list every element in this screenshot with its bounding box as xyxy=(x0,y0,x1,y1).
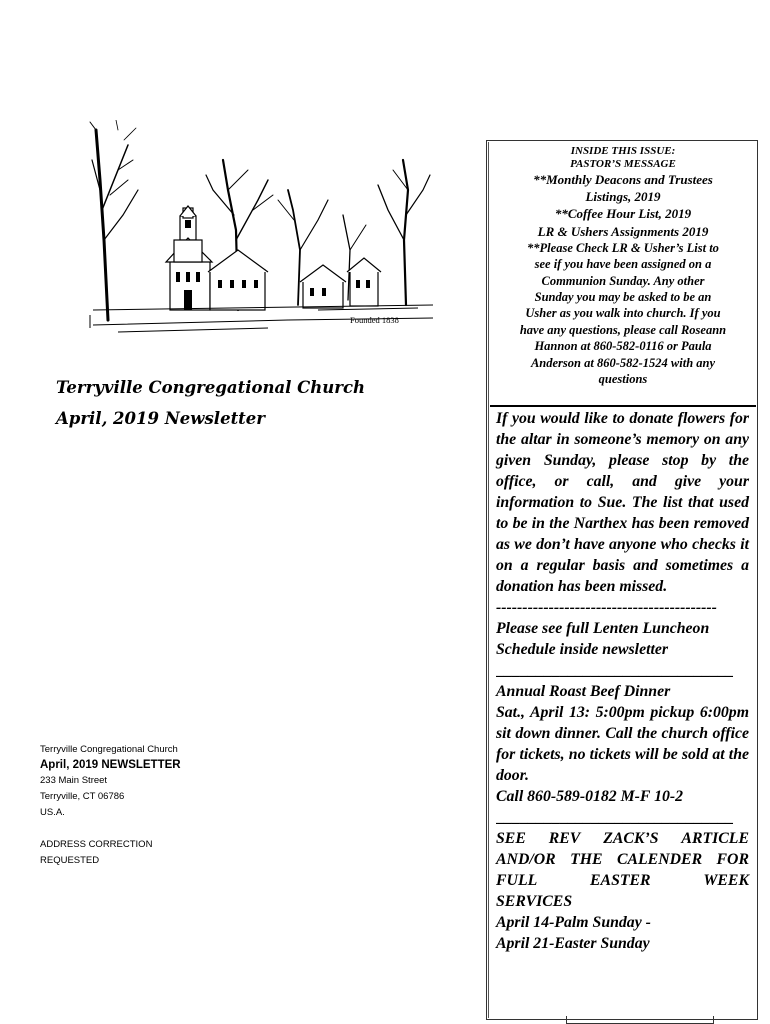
ushers-item: LR & Ushers Assignments 2019 xyxy=(537,223,709,239)
easter-sunday: April 21-Easter Sunday xyxy=(496,935,650,952)
usher-note-line: Usher as you walk into church. If you xyxy=(525,306,721,321)
newsletter-title: April, 2019 Newsletter xyxy=(56,409,265,428)
usher-note-line: see if you have been assigned on a xyxy=(534,257,712,272)
lenten-notice: Please see full Lenten Luncheon Schedule inside newsletter xyxy=(496,620,710,658)
sidebar-bottom-tab xyxy=(566,1016,714,1024)
usher-note-line: questions xyxy=(598,372,648,387)
mailing-city: Terryville, CT 06786 xyxy=(40,791,125,802)
rule-separator: ______________________________ xyxy=(496,809,733,826)
mailing-church: Terryville Congregational Church xyxy=(40,744,178,755)
sidebar-inner-rule xyxy=(488,142,489,1018)
usher-note-line: Communion Sunday. Any other xyxy=(541,273,705,288)
usher-note-line: Anderson at 860-582-1524 with any xyxy=(530,355,716,370)
dash-separator: ------------------------------------------ xyxy=(496,599,717,616)
founded-caption: Founded 1838 xyxy=(350,315,399,325)
masthead xyxy=(56,372,386,434)
flowers-notice: If you would like to donate flowers for the altar in someone’s memory on any given Sunday, please stop by the office, or call, and give your information to Sue. The list that used to be in the Narthex has been removed as we don’t have anyone who checks it on a regular basis and sometimes a donation has been missed. xyxy=(496,410,749,595)
dinner-title: Annual Roast Beef Dinner xyxy=(496,683,671,700)
coffee-hour-item: **Coffee Hour List, 2019 xyxy=(554,206,692,222)
usher-note-line: Sunday you may be asked to be an xyxy=(534,290,712,305)
easter-services: SERVICES xyxy=(496,893,573,910)
easter-line: AND/OR THE CALENDER FOR xyxy=(496,851,749,868)
mailing-country: US.A. xyxy=(40,807,65,818)
rule-separator: ______________________________ xyxy=(496,662,733,679)
pastor-message-item: PASTOR’S MESSAGE xyxy=(570,158,676,170)
church-name-title: Terryville Congregational Church xyxy=(56,378,366,397)
easter-line: SEE REV ZACK’S ARTICLE xyxy=(496,830,749,847)
deacons-item-line-2: Listings, 2019 xyxy=(585,189,661,205)
usher-note-line: have any questions, please call Roseann xyxy=(519,322,727,337)
dinner-details: Sat., April 13: 5:00pm pickup 6:00pm sit down dinner. Call the church office for tickets, no tickets will be sold at the door. xyxy=(496,704,749,784)
mailing-newsletter: April, 2019 NEWSLETTER xyxy=(40,759,181,771)
easter-line: FULL EASTER WEEK xyxy=(496,872,749,889)
dinner-phone: Call 860-589-0182 M-F 10-2 xyxy=(496,788,684,805)
palm-sunday: April 14-Palm Sunday - xyxy=(496,914,651,931)
church-illustration xyxy=(88,120,438,350)
deacons-item-line-1: **Monthly Deacons and Trustees xyxy=(533,172,713,187)
inside-issue-heading: INSIDE THIS ISSUE: xyxy=(570,145,676,157)
notices xyxy=(496,408,749,954)
section-divider xyxy=(490,405,756,407)
mailing-address xyxy=(40,742,300,869)
mailing-street: 233 Main Street xyxy=(40,775,108,786)
address-correction-line-2: REQUESTED xyxy=(40,855,100,866)
usher-note-line: Hannon at 860-582-0116 or Paula xyxy=(534,339,712,354)
inside-this-issue xyxy=(490,145,756,387)
usher-note-line: **Please Check LR & Usher’s List to xyxy=(527,240,719,255)
address-correction-line-1: ADDRESS CORRECTION xyxy=(40,839,153,850)
